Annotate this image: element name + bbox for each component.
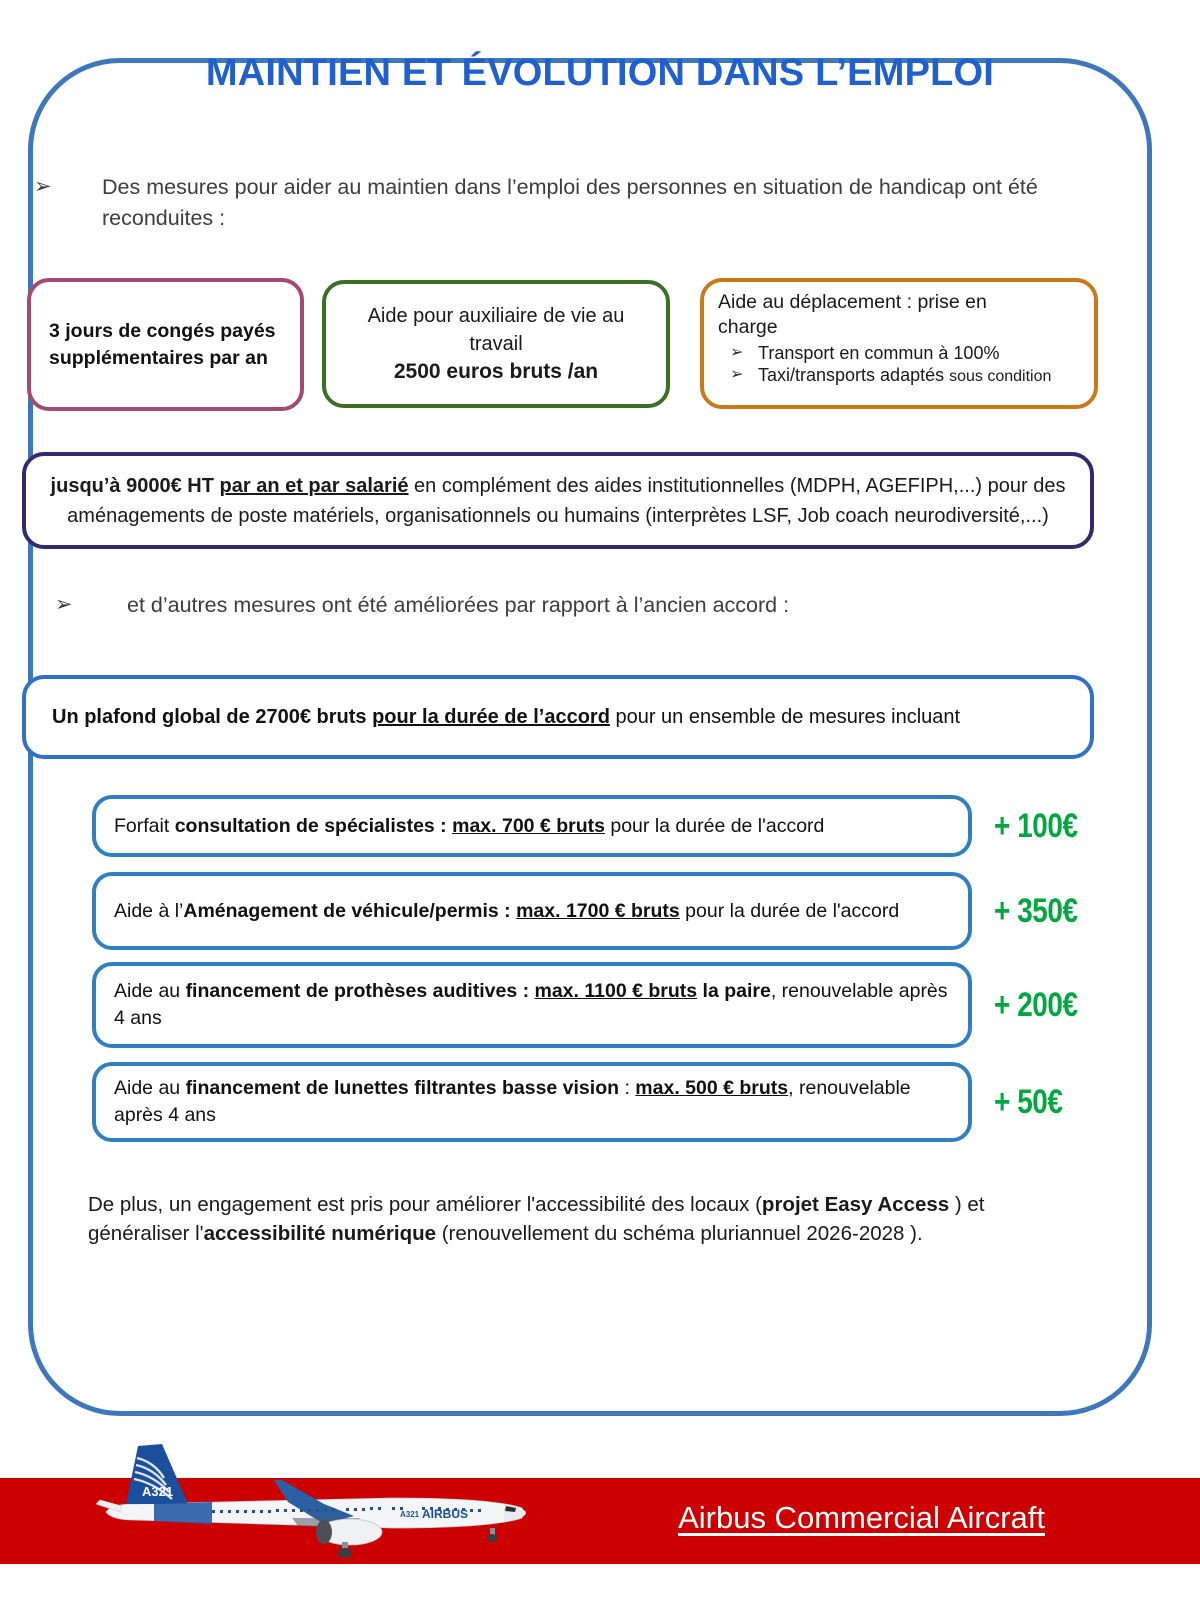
callout-plafond-bold: Un plafond global de 2700€ bruts bbox=[52, 706, 373, 728]
measure-bold-sep: : bbox=[619, 1077, 636, 1099]
closing-bold-easy-access: projet Easy Access bbox=[761, 1193, 950, 1216]
livery-text-a321: A321 bbox=[400, 1510, 420, 1519]
bullet-text-measures-maintained: Des mesures pour aider au maintien dans l’emploi des personnes en situation de handicap ont été reconduites : bbox=[102, 175, 1038, 230]
measure-bold-underline: max. 500 € bruts bbox=[635, 1077, 789, 1099]
measure-amount-badge: + 200€ bbox=[994, 985, 1078, 1024]
list-item bbox=[718, 364, 1082, 388]
sub-bullet-taxi-condition: sous condition bbox=[949, 368, 1052, 385]
measure-bold-underline: max. 1700 € bruts bbox=[516, 899, 680, 922]
measure-bold: consultation de spécialistes : bbox=[174, 814, 453, 837]
measure-text bbox=[114, 1075, 950, 1129]
callout-plafond-global bbox=[22, 675, 1094, 759]
measure-text bbox=[114, 813, 824, 840]
sub-bullet-taxi-transports bbox=[758, 364, 1082, 388]
footer-brand-text: Airbus Commercial Aircraft bbox=[678, 1500, 1045, 1535]
measure-text bbox=[114, 898, 899, 925]
measure-row-protheses-auditives bbox=[92, 962, 1112, 1048]
measure-box bbox=[92, 962, 972, 1048]
measure-tail: , renouvelable après 4 ans bbox=[114, 1077, 911, 1126]
bullet-item-measures-improved bbox=[55, 590, 915, 621]
livery-text-airbus: AIRBUS bbox=[422, 1507, 469, 1521]
measure-tail-bold: la paire bbox=[697, 980, 771, 1002]
closing-part-1: De plus, un engagement est pris pour améliorer l'accessibilité des locaux ( bbox=[88, 1193, 762, 1216]
callout-plafond-text bbox=[52, 703, 960, 731]
measure-bold-underline: max. 1100 € bruts bbox=[534, 980, 698, 1002]
closing-part-2: ) et généraliser l' bbox=[88, 1193, 985, 1245]
measure-bold-underline: max. 700 € bruts bbox=[452, 814, 605, 837]
callout-aide-deplacement bbox=[700, 278, 1098, 409]
callout-aide-auxiliaire-vie bbox=[322, 280, 670, 408]
callout-9000-euros-ht bbox=[22, 452, 1094, 549]
measure-box bbox=[92, 795, 972, 857]
main-gear-wheel bbox=[338, 1548, 352, 1558]
bullet-arrow-icon: ➢ bbox=[730, 366, 744, 383]
callout-9000-rest: en complément des aides institutionnelles (MDPH, AGEFIPH,...) pour des aménagements de poste matériels, organisationnels ou humains (interprètes LSF, Job coach neurodiversité,...) bbox=[67, 474, 1066, 527]
measure-bold: financement de lunettes filtrantes basse vision bbox=[185, 1077, 620, 1099]
bullet-arrow-icon: ➢ bbox=[730, 344, 744, 361]
callout-deplacement-sub-list bbox=[718, 342, 1082, 388]
list-item bbox=[718, 342, 1082, 364]
callout-conges-line-1: 3 jours de congés payés bbox=[49, 319, 276, 342]
callout-auxiliaire-amount: 2500 euros bruts /an bbox=[393, 360, 599, 383]
callout-auxiliaire-line-2: travail bbox=[469, 333, 523, 355]
measure-row-amenagement-vehicule bbox=[92, 872, 1112, 950]
measure-row-lunettes-filtrantes bbox=[92, 1062, 1112, 1142]
measure-tail: pour la durée de l'accord bbox=[604, 814, 825, 837]
measure-lead: Aide à l’ bbox=[114, 899, 184, 922]
closing-bold-accessibilite-numerique: accessibilité numérique bbox=[203, 1222, 437, 1245]
measure-bold: Aménagement de véhicule/permis : bbox=[183, 899, 517, 922]
callout-conges-payes bbox=[27, 278, 304, 411]
measure-tail: , renouvelable après 4 ans bbox=[114, 980, 948, 1029]
callout-conges-line-2: supplémentaires par an bbox=[49, 346, 268, 369]
aircraft-illustration-a321 bbox=[92, 1432, 552, 1572]
nose-gear-wheel bbox=[487, 1534, 497, 1542]
callout-plafond-rest: pour un ensemble de mesures incluant bbox=[609, 706, 961, 728]
measure-box bbox=[92, 1062, 972, 1142]
sub-bullet-taxi-main: Taxi/transports adaptés bbox=[758, 365, 950, 385]
measure-box bbox=[92, 872, 972, 950]
callout-9000-bold-underline: par an et par salarié bbox=[219, 474, 409, 497]
measure-lead: Forfait bbox=[114, 814, 175, 837]
rear-fuselage-livery bbox=[154, 1502, 212, 1524]
engine-intake bbox=[316, 1520, 332, 1544]
measure-amount-badge: + 100€ bbox=[994, 806, 1078, 845]
measure-amount-badge: + 350€ bbox=[994, 891, 1078, 930]
bullet-arrow-icon: ➢ bbox=[34, 175, 52, 198]
measure-row-consultation-specialistes bbox=[92, 795, 1112, 857]
tail-label-a321: A321 bbox=[142, 1484, 174, 1499]
callout-9000-text bbox=[46, 471, 1070, 531]
callout-deplacement-head-2: charge bbox=[718, 316, 778, 338]
bullet-item-measures-maintained bbox=[34, 172, 1104, 234]
bullet-arrow-icon: ➢ bbox=[55, 593, 73, 616]
measure-bold: financement de prothèses auditives : bbox=[185, 980, 535, 1002]
measure-lead: Aide au bbox=[114, 980, 186, 1002]
closing-paragraph bbox=[88, 1190, 1088, 1248]
measure-text bbox=[114, 978, 950, 1032]
measure-amount-badge: + 50€ bbox=[994, 1082, 1063, 1121]
bullet-text-measures-improved: et d’autres mesures ont été améliorées par rapport à l’ancien accord : bbox=[127, 593, 790, 617]
callout-deplacement-head-1: Aide au déplacement : prise en bbox=[718, 291, 987, 313]
callout-9000-bold: jusqu’à 9000€ HT bbox=[50, 474, 220, 497]
measure-lead: Aide au bbox=[114, 1077, 186, 1099]
callout-auxiliaire-line-1: Aide pour auxiliaire de vie au bbox=[367, 305, 625, 327]
sub-bullet-transport-commun: Transport en commun à 100% bbox=[758, 343, 1000, 363]
page-title: MAINTIEN ET ÉVOLUTION DANS L’EMPLOI bbox=[205, 52, 995, 94]
callout-plafond-bold-underline: pour la durée de l’accord bbox=[372, 706, 610, 728]
closing-part-3: (renouvellement du schéma pluriannuel 2026-2028 ). bbox=[436, 1222, 923, 1245]
measure-tail: pour la durée de l'accord bbox=[679, 899, 900, 922]
